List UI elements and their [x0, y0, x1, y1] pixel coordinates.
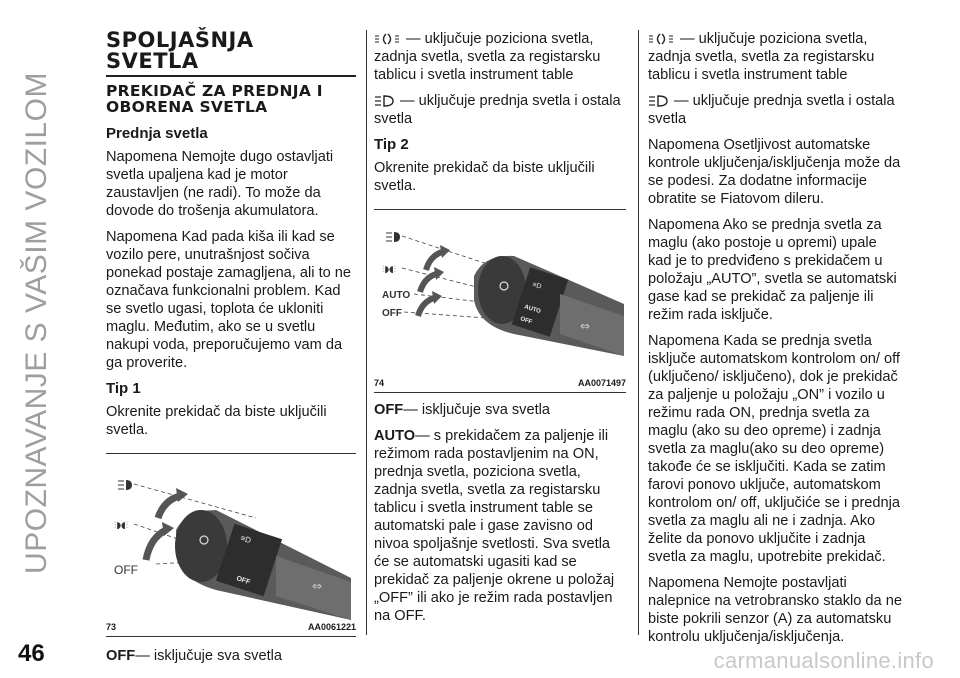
subsection-title-line2: OBORENA SVETLA	[106, 98, 268, 116]
figure-74	[374, 216, 626, 393]
tip-1-title: Tip 1	[106, 380, 141, 397]
position-lights-icon	[114, 520, 128, 531]
svg-text:OFF: OFF	[519, 316, 533, 326]
position-lights-icon	[374, 33, 400, 45]
note-fog-auto: Napomena Ako se prednja svetla za maglu (ako postoje u opremi) upale kad je to predviđeno s prekidačem u položaju „AUTO”, svetla se automatski gase kad se prekidač za paljenje ili režim rada isključe.	[648, 217, 897, 323]
title-rule	[106, 75, 356, 77]
headlight-icon	[648, 95, 668, 107]
light-switch-stalk-illustration-1	[106, 460, 356, 620]
svg-text:⫶◗◖⫶: ⫶◗◖⫶	[382, 265, 396, 275]
svg-text:≡D: ≡D	[531, 281, 543, 291]
column-1	[106, 30, 356, 673]
headlight-text: — uključuje prednja svetla i ostala svetla	[648, 93, 895, 127]
side-title-text: UPOZNAVANJE S VAŠIM VOZILOM	[20, 71, 54, 574]
note-sensor: Napomena Nemojte postavljati nalepnice na vetrobransko staklo da ne biste pokrili senzor (A) za automatsku kontrolu uključenja/isključenja.	[648, 575, 902, 645]
figure-73	[106, 460, 356, 637]
figure-number: 74	[374, 378, 385, 388]
svg-text:AUTO: AUTO	[523, 304, 542, 316]
auto-description	[374, 427, 626, 625]
watermark: carmanualsonline.info	[713, 648, 934, 673]
figure-label-off: OFF	[382, 308, 402, 319]
svg-text:⇔: ⇔	[312, 579, 323, 593]
figure-caption	[374, 378, 626, 388]
light-switch-stalk-illustration-2	[374, 216, 626, 376]
column-divider-1	[366, 30, 367, 635]
figure-code: AA0061221	[307, 622, 356, 632]
column-divider-2	[638, 30, 639, 635]
note-fog-lens: Napomena Kad pada kiša ili kad se vozilo pere, unutrašnjost sočiva ponekad postaje zamagljena, ali to ne označava funkcionalni problem. Kad se svetlo ugasi, toplota će ukloniti maglu. Međutim, ako se u svetlu nakupi voda, preporučujemo vam da ga proverite.	[106, 229, 352, 371]
off-description	[106, 647, 356, 665]
subsection-title-line1: PREKIDAČ ZA PREDNJA I	[106, 82, 323, 100]
section-side-title	[4, 30, 70, 615]
headlight-description	[374, 92, 626, 128]
headlight-icon	[374, 95, 394, 107]
section-title-line1: SPOLJAŠNJA	[106, 28, 254, 52]
column-3	[648, 30, 902, 654]
figure-label-off: OFF	[114, 563, 138, 577]
headlight-description	[648, 92, 902, 128]
headlight-icon	[118, 480, 132, 490]
tip-2-text: Okrenite prekidač da biste uključili svetla.	[374, 160, 595, 194]
figure-top-rule	[374, 209, 626, 210]
position-lights-description	[648, 30, 902, 84]
svg-text:⇔: ⇔	[580, 319, 591, 333]
headlight-icon	[386, 232, 400, 242]
page-number: 46	[18, 640, 45, 667]
figure-bottom-rule	[106, 636, 356, 637]
auto-label: AUTO	[374, 428, 416, 444]
svg-text:OFF: OFF	[235, 575, 251, 587]
off-label: OFF	[106, 648, 136, 664]
note-auto-off: Napomena Kada se prednja svetla isključe automatskom kontrolom on/ off (uključeno/ isključeno), dok je prekidač za paljenje u položaju „ON” i vozilo u režimu rada ON, prednja svetla za maglu (ako su deo opreme) i zadnja svetla za maglu(ako su deo opreme) takođe će se isključiti. Kada se zatim farovi ponovo uključe, automatskom kontrolom on/ off, uključiće se i prednja svetla za maglu ali ne i zadnja. Ako želite da ponovo uključite i zadnja svetla za maglu, upotrebite prekidač.	[648, 333, 901, 565]
subsection-title	[106, 83, 356, 115]
heading-headlights: Prednja svetla	[106, 125, 208, 142]
position-lights-text: — uključuje poziciona svetla, zadnja svetla, svetla za registarsku tablicu i svetla instrument table	[374, 31, 601, 83]
note-sensitivity: Napomena Osetljivost automatske kontrole uključenja/isključenja može da se podesi. Za dodatne informacije obratite se Fiatovom dileru.	[648, 137, 901, 207]
off-text: — isključuje sva svetla	[135, 648, 282, 664]
figure-top-rule	[106, 453, 356, 454]
note-battery: Napomena Nemojte dugo ostavljati svetla upaljena kad je motor zaustavljen (ne radi). To može da dovode do trošenja akumulatora.	[106, 149, 334, 219]
off-label: OFF	[374, 402, 404, 418]
auto-text: — s prekidačem za paljenje ili režimom rada postavljenim na ON, prednja svetla, poziciona svetla, zadnja svetla, svetla za registarsku tablicu i svetla instrument table se automatski pale i gase zavisno od nivoa spoljašnje svetlosti. Sva svetla će se automatski ugasiti kad se prekidač za paljenje okrene u položaj „OFF” ili ako je režim rada postavljen na OFF.	[374, 428, 615, 624]
position-lights-icon	[382, 264, 396, 275]
figure-caption	[106, 622, 356, 632]
figure-label-auto: AUTO	[382, 290, 411, 301]
tip-1-text: Okrenite prekidač da biste uključili svetla.	[106, 404, 327, 438]
position-lights-description	[374, 30, 626, 84]
figure-code: AA0071497	[577, 378, 626, 388]
position-lights-text: — uključuje poziciona svetla, zadnja svetla, svetla za registarsku tablicu i svetla instrument table	[648, 31, 875, 83]
svg-text:≡D: ≡D	[239, 533, 253, 546]
section-title	[106, 30, 356, 72]
off-description	[374, 401, 626, 419]
tip-2-title: Tip 2	[374, 136, 409, 153]
column-2	[374, 30, 626, 633]
position-lights-icon	[648, 33, 674, 45]
svg-text:⫶◗◖⫶: ⫶◗◖⫶	[114, 521, 128, 531]
headlight-text: — uključuje prednja svetla i ostala svetla	[374, 93, 621, 127]
figure-bottom-rule	[374, 392, 626, 393]
figure-number: 73	[106, 622, 117, 632]
off-text: — isključuje sva svetla	[403, 402, 550, 418]
section-title-line2: SVETLA	[106, 49, 199, 73]
